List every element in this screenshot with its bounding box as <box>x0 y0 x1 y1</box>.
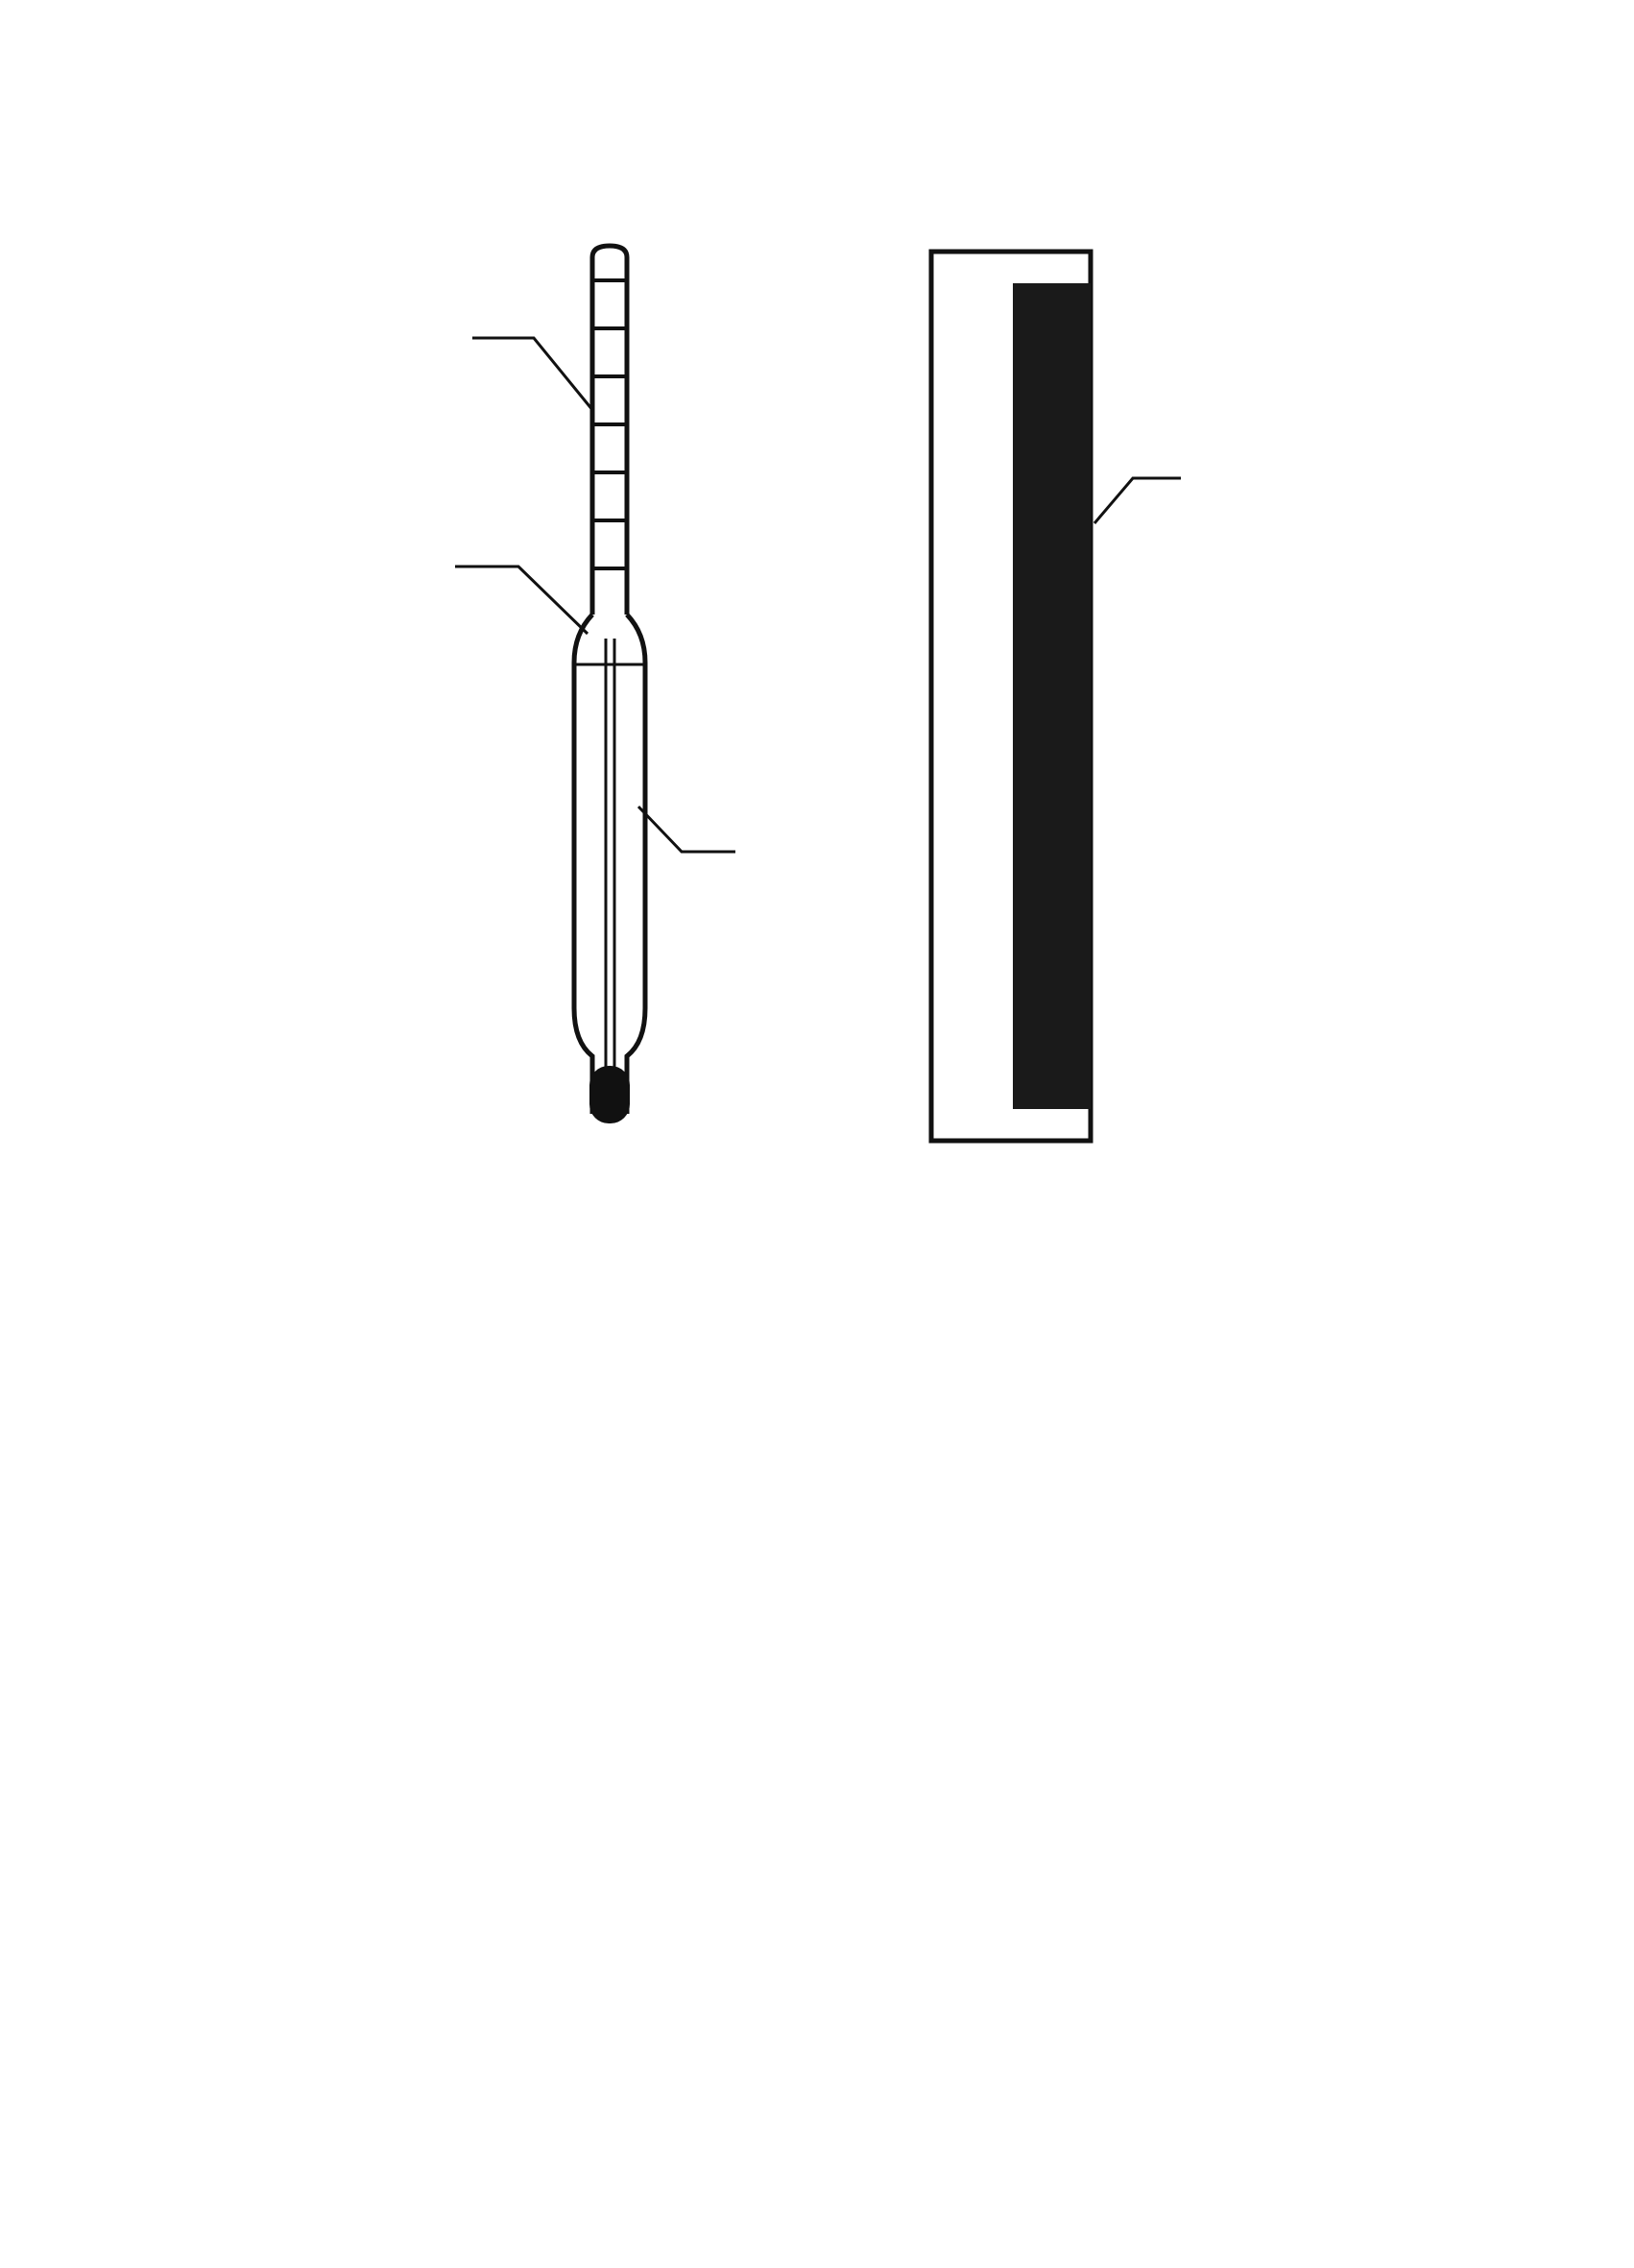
body-outline-left <box>574 615 592 1114</box>
stem-ticks <box>592 280 627 568</box>
leader-line-2-right <box>1094 478 1181 523</box>
body-text <box>176 1268 1462 1284</box>
stem-outline <box>592 246 627 615</box>
leader-line-2 <box>472 338 593 411</box>
hydrometer-bulb <box>589 1066 630 1123</box>
leader-line-1 <box>455 567 588 634</box>
body-outline-right <box>627 615 645 1114</box>
density-scale-dark-band <box>1013 283 1091 1109</box>
leader-line-3 <box>638 807 735 852</box>
